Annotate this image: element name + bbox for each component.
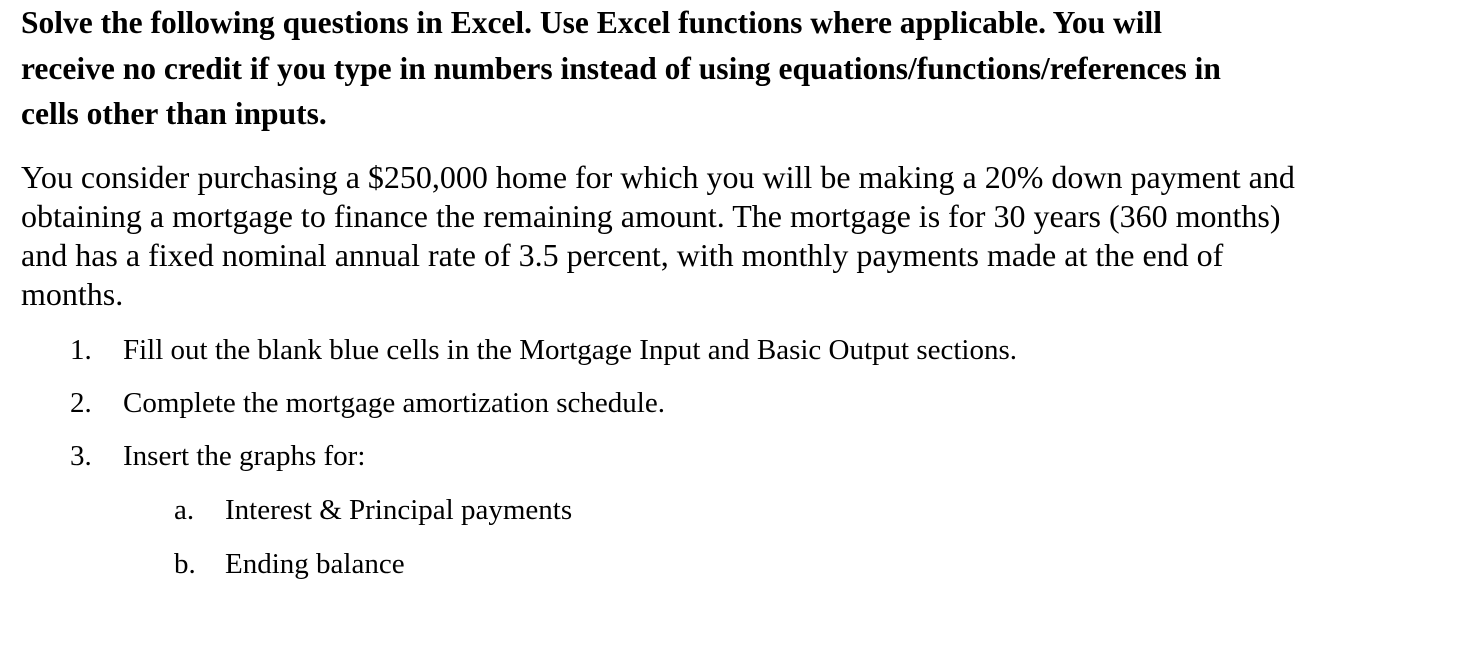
sublist-item-text: Ending balance	[225, 548, 405, 580]
problem-line-4: months.	[21, 276, 124, 312]
list-marker: 2.	[70, 387, 92, 419]
problem-line-1: You consider purchasing a $250,000 home for which you will be making a 20% down payment and	[21, 159, 1295, 195]
sublist-item-text: Interest & Principal payments	[225, 494, 573, 526]
sublist-marker: b.	[174, 548, 196, 580]
list-marker: 3.	[70, 440, 92, 472]
list-item-text: Complete the mortgage amortization schedule.	[123, 387, 665, 419]
instructions-line-3: cells other than inputs.	[21, 96, 327, 131]
sublist-marker: a.	[174, 494, 195, 526]
list-marker: 1.	[70, 334, 92, 366]
instructions-line-1: Solve the following questions in Excel. Use Excel functions where applicable. You will	[21, 5, 1163, 40]
problem-line-3: and has a fixed nominal annual rate of 3.5 percent, with monthly payments made at the end of	[21, 237, 1224, 273]
list-item-text: Insert the graphs for:	[123, 440, 366, 472]
list-item-text: Fill out the blank blue cells in the Mortgage Input and Basic Output sections.	[123, 334, 1018, 366]
problem-line-2: obtaining a mortgage to finance the remaining amount. The mortgage is for 30 years (360 months)	[21, 198, 1281, 234]
instructions-line-2: receive no credit if you type in numbers instead of using equations/functions/references in	[21, 51, 1221, 86]
